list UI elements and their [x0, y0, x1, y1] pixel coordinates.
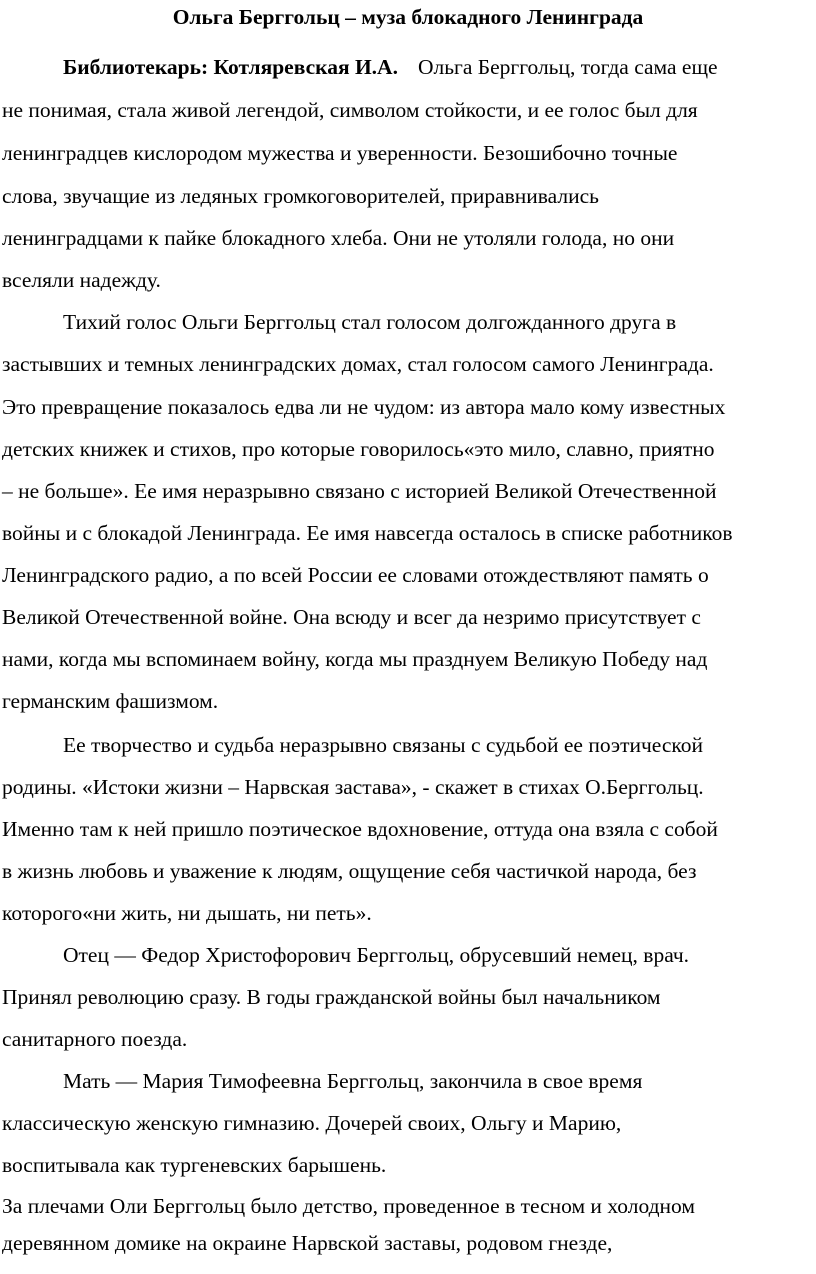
- paragraph-line: – не больше». Ее имя неразрывно связано с историей Великой Отечественной: [2, 479, 717, 503]
- paragraph-line: слова, звучащие из ледяных громкоговорителей, приравнивались: [2, 184, 599, 208]
- paragraph-line: не понимая, стала живой легендой, символом стойкости, и ее голос был для: [2, 98, 698, 122]
- paragraph-line: Именно там к ней пришло поэтическое вдохновение, оттуда она взяла с собой: [2, 817, 718, 841]
- paragraph-line: которого«ни жить, ни дышать, ни петь».: [2, 901, 372, 925]
- paragraph-line: Великой Отечественной войне. Она всюду и всег да незримо присутствует с: [2, 605, 701, 629]
- paragraph-line: Тихий голос Ольги Берггольц стал голосом долгожданного друга в: [63, 310, 677, 334]
- paragraph-line: санитарного поезда.: [2, 1027, 188, 1051]
- paragraph-line: Ленинградского радио, а по всей России ее словами отождествляют память о: [2, 563, 709, 587]
- paragraph-line: детских книжек и стихов, про которые говорилось«это мило, славно, приятно: [2, 437, 715, 461]
- paragraph-line: вселяли надежду.: [2, 268, 161, 292]
- paragraph-line: ленинградцев кислородом мужества и уверенности. Безошибочно точные: [2, 141, 678, 165]
- paragraph-line: классическую женскую гимназию. Дочерей своих, Ольгу и Марию,: [2, 1111, 622, 1135]
- paragraph-line: застывших и темных ленинградских домах, стал голосом самого Ленинграда.: [2, 352, 714, 376]
- paragraph-line: деревянном домике на окраине Нарвской заставы, родовом гнезде,: [2, 1231, 613, 1255]
- paragraph-line: войны и с блокадой Ленинграда. Ее имя навсегда осталось в списке работников: [2, 521, 733, 545]
- paragraph-line: Ее творчество и судьба неразрывно связаны с судьбой ее поэтической: [63, 733, 704, 757]
- paragraph-line: воспитывала как тургеневских барышень.: [2, 1153, 387, 1177]
- paragraph-line: ленинградцами к пайке блокадного хлеба. Они не утоляли голода, но они: [2, 226, 675, 250]
- paragraph-line: Мать — Мария Тимофеевна Берггольц, закончила в свое время: [63, 1069, 643, 1093]
- paragraph-line: [63, 57, 718, 79]
- paragraph-line: в жизнь любовь и уважение к людям, ощущение себя частичкой народа, без: [2, 859, 697, 883]
- author-label: Библиотекарь: Котляревская И.А.: [63, 55, 398, 79]
- paragraph-line: Принял революцию сразу. В годы гражданской войны был начальником: [2, 985, 661, 1009]
- paragraph-line: За плечами Оли Берггольц было детство, проведенное в тесном и холодном: [2, 1194, 695, 1218]
- paragraph-line: германским фашизмом.: [2, 689, 219, 713]
- paragraph-line: родины. «Истоки жизни – Нарвская застава», - скажет в стихах О.Берггольц.: [2, 775, 704, 799]
- paragraph-line-text: Ольга Берггольц, тогда сама еще: [417, 55, 718, 79]
- paragraph-line: Это превращение показалось едва ли не чудом: из автора мало кому известных: [2, 395, 726, 419]
- document-title: Ольга Берггольц – муза блокадного Ленинграда: [172, 5, 644, 29]
- paragraph-line: нами, когда мы вспоминаем войну, когда мы празднуем Великую Победу над: [2, 647, 708, 671]
- paragraph-line: Отец — Федор Христофорович Берггольц, обрусевший немец, врач.: [63, 943, 690, 967]
